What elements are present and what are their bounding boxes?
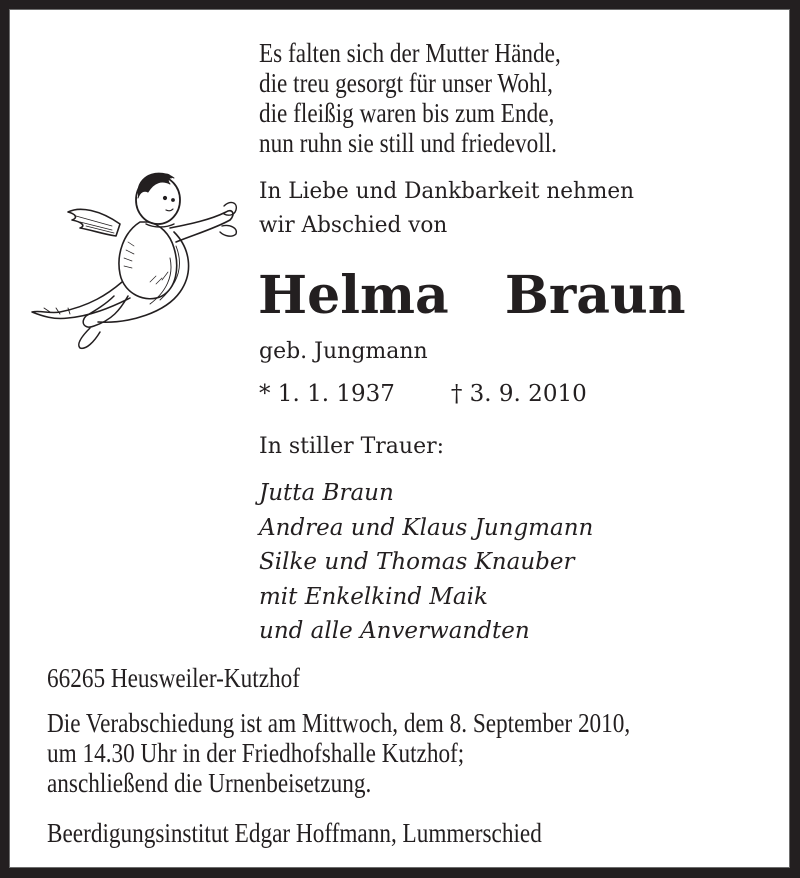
poem-line: die fleißig waren bis zum Ende, — [259, 98, 555, 128]
family-location: 66265 Heusweiler-Kutzhof — [47, 663, 300, 693]
mourner-item: und alle Anverwandten — [259, 618, 530, 644]
mourner-item: mit Enkelkind Maik — [259, 583, 488, 610]
poem-line: die treu gesorgt für unser Wohl, — [259, 68, 553, 98]
service-line: Die Verabschiedung ist am Mittwoch, dem 8. September 2010, — [47, 708, 631, 738]
service-line: um 14.30 Uhr in der Friedhofshalle Kutzhof; — [47, 738, 465, 768]
flying-cherub-icon — [20, 162, 252, 352]
poem-line: nun ruhn sie still und friedevoll. — [259, 128, 557, 158]
mourners-label: In stiller Trauer: — [259, 434, 445, 459]
poem-line: Es falten sich der Mutter Hände, — [259, 38, 561, 68]
funeral-home: Beerdigungsinstitut Edgar Hoffmann, Lummerschied — [47, 818, 542, 848]
maiden-name: geb. Jungmann — [259, 339, 428, 364]
intro-line: In Liebe und Dankbarkeit nehmen — [259, 179, 634, 204]
deceased-name: Helma Braun — [258, 265, 686, 326]
mourners-list — [259, 476, 593, 649]
birth-date: * 1. 1. 1937 — [259, 381, 395, 407]
death-date: † 3. 9. 2010 — [450, 381, 587, 407]
farewell-intro — [259, 175, 634, 243]
intro-line: wir Abschied von — [259, 213, 448, 238]
obituary-notice — [9, 9, 790, 868]
mourner-item: Silke und Thomas Knauber — [259, 549, 575, 575]
memorial-poem — [259, 38, 561, 158]
service-details — [47, 708, 630, 798]
service-line: anschließend die Urnenbeisetzung. — [47, 768, 372, 798]
mourner-item: Jutta Braun — [259, 480, 394, 506]
mourner-item: Andrea und Klaus Jungmann — [259, 514, 594, 541]
life-dates — [259, 377, 587, 411]
